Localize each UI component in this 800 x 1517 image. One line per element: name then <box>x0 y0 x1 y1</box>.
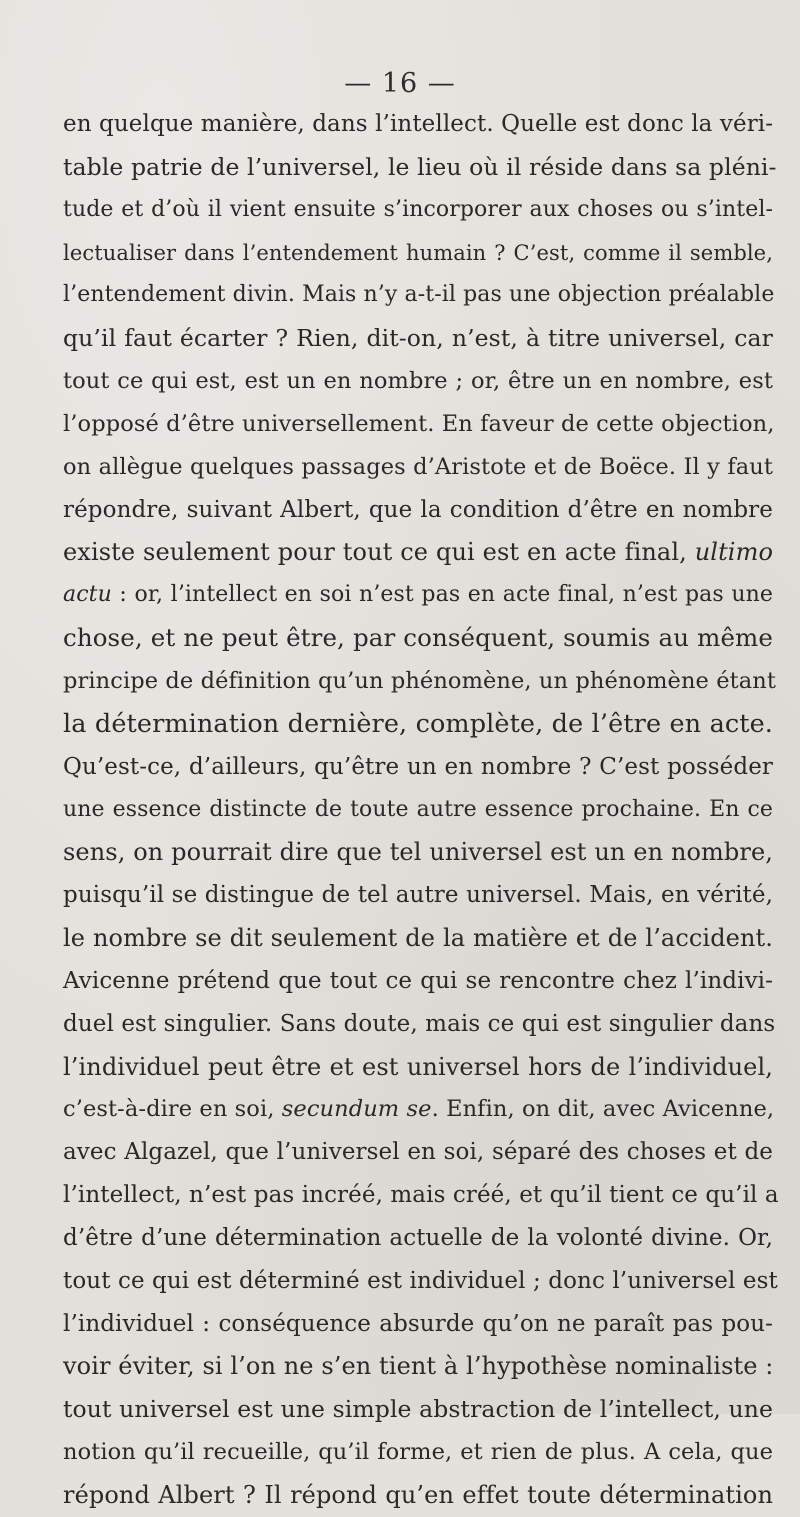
text-line: tout ce qui est déterminé est individuel ; donc l’universel est <box>63 1267 778 1294</box>
text-line: l’opposé d’être universellement. En faveur de cette objection, <box>63 410 775 437</box>
text-line: tout ce qui est, est un en nombre ; or, être un en nombre, est <box>63 368 773 395</box>
text-line: qu’il faut écarter ? Rien, dit-on, n’est, à titre universel, car <box>63 324 773 353</box>
text-line: duel est singulier. Sans doute, mais ce qui est singulier dans <box>63 1010 776 1037</box>
text-line: lectualiser dans l’entendement humain ? C’est, comme il semble, <box>63 240 773 265</box>
text-line: table patrie de l’universel, le lieu où il réside dans sa pléni- <box>63 152 777 181</box>
text-line: répond Albert ? Il répond qu’en effet toute détermination <box>63 1481 773 1509</box>
text-line: d’être d’une détermination actuelle de la volonté divine. Or, <box>63 1224 773 1251</box>
text-line: une essence distincte de toute autre essence prochaine. En ce <box>63 796 773 822</box>
text-line: puisqu’il se distingue de tel autre universel. Mais, en vérité, <box>63 882 773 909</box>
text-line: existe seulement pour tout ce qui est en acte final, ultimo <box>63 538 773 567</box>
text-line: le nombre se dit seulement de la matière et de l’accident. <box>63 924 773 953</box>
text-line: l’intellect, n’est pas incréé, mais créé, et qu’il tient ce qu’il a <box>63 1182 779 1209</box>
text-line: répondre, suivant Albert, que la condition d’être en nombre <box>63 496 773 523</box>
text-line: Qu’est-ce, d’ailleurs, qu’être un en nombre ? C’est posséder <box>63 753 773 780</box>
text-line: actu : or, l’intellect en soi n’est pas en acte final, n’est pas une <box>63 582 773 608</box>
text-line: l’individuel peut être et est universel hors de l’individuel, <box>63 1052 773 1081</box>
text-line: l’entendement divin. Mais n’y a-t-il pas une objection préalable <box>63 282 775 308</box>
text-line: principe de définition qu’un phénomène, un phénomène étant <box>63 667 777 694</box>
text-line: la détermination dernière, complète, de l’être en acte. <box>63 708 773 739</box>
text-line: avec Algazel, que l’universel en soi, séparé des choses et de <box>63 1139 773 1166</box>
text-line: l’individuel : conséquence absurde qu’on ne paraît pas pou- <box>63 1310 773 1337</box>
text-line: tout universel est une simple abstraction de l’intellect, une <box>63 1395 773 1424</box>
text-line: on allègue quelques passages d’Aristote et de Boëce. Il y faut <box>63 453 773 480</box>
text-line: voir éviter, si l’on ne s’en tient à l’hypothèse nominaliste : <box>63 1352 774 1381</box>
page-number: — 16 — <box>344 68 456 99</box>
body-text <box>63 103 779 1517</box>
text-line: sens, on pourrait dire que tel universel est un en nombre, <box>63 838 773 867</box>
text-line: chose, et ne peut être, par conséquent, soumis au même <box>63 623 773 653</box>
text-line: Avicenne prétend que tout ce qui se rencontre chez l’indivi- <box>63 967 773 994</box>
text-line: tude et d’où il vient ensuite s’incorporer aux choses ou s’intel- <box>63 196 773 222</box>
text-line: notion qu’il recueille, qu’il forme, et rien de plus. A cela, que <box>63 1439 773 1466</box>
text-line: c’est-à-dire en soi, secundum se. Enfin, on dit, avec Avicenne, <box>63 1096 775 1123</box>
text-line: en quelque manière, dans l’intellect. Quelle est donc la véri- <box>63 111 774 137</box>
